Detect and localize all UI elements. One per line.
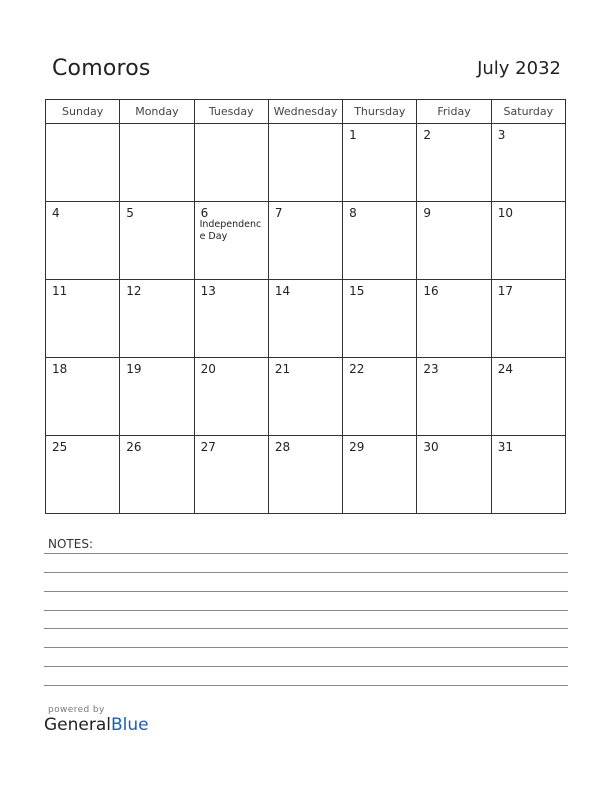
day-number: 9 <box>423 206 432 220</box>
day-number: 11 <box>52 284 68 298</box>
powered-by-text: powered by <box>48 705 105 715</box>
calendar-week-row <box>46 202 566 280</box>
calendar-day-cell <box>46 280 120 358</box>
calendar-day-cell <box>46 124 120 202</box>
brand-blue: Blue <box>111 715 149 735</box>
weekday-header: Wednesday <box>268 100 342 124</box>
calendar-day-cell <box>120 202 194 280</box>
weekday-header: Thursday <box>343 100 417 124</box>
note-line <box>44 610 568 611</box>
day-number: 12 <box>126 284 142 298</box>
day-number: 17 <box>497 284 513 298</box>
day-number: 22 <box>349 362 365 376</box>
calendar-day-cell <box>194 202 268 280</box>
day-number: 3 <box>497 128 506 142</box>
calendar-week-row <box>46 436 566 514</box>
calendar-day-cell <box>194 436 268 514</box>
note-line <box>44 628 568 629</box>
calendar-day-cell <box>417 280 491 358</box>
day-number: 16 <box>423 284 439 298</box>
calendar-day-cell <box>268 358 342 436</box>
country-title: Comoros <box>52 56 151 81</box>
calendar-day-cell <box>491 280 565 358</box>
note-line <box>44 591 568 592</box>
calendar-day-cell <box>268 280 342 358</box>
day-number: 2 <box>423 128 432 142</box>
weekday-header: Saturday <box>491 100 565 124</box>
calendar-day-cell <box>120 124 194 202</box>
calendar-day-cell <box>417 124 491 202</box>
day-number: 7 <box>274 206 283 220</box>
calendar-day-cell <box>120 436 194 514</box>
calendar-day-cell <box>268 124 342 202</box>
brand-general: General <box>44 715 111 735</box>
weekday-header: Monday <box>120 100 194 124</box>
calendar-day-cell <box>46 202 120 280</box>
calendar-day-cell <box>46 358 120 436</box>
calendar-day-cell <box>194 358 268 436</box>
calendar-week-row <box>46 280 566 358</box>
day-number: 6 <box>200 206 209 220</box>
calendar-day-cell <box>417 436 491 514</box>
day-number: 27 <box>200 440 216 454</box>
day-number: 8 <box>349 206 357 220</box>
day-number: 31 <box>497 440 513 454</box>
calendar-day-cell <box>343 124 417 202</box>
calendar-day-cell <box>46 436 120 514</box>
day-number: 23 <box>423 362 439 376</box>
note-line <box>44 572 568 573</box>
brand-name <box>44 715 149 735</box>
day-number: 13 <box>200 284 216 298</box>
weekday-header: Friday <box>417 100 491 124</box>
calendar-day-cell <box>194 124 268 202</box>
calendar-grid <box>45 99 566 514</box>
day-number: 14 <box>274 284 291 298</box>
calendar-day-cell <box>343 280 417 358</box>
holiday-label: Independence Day <box>199 219 262 242</box>
calendar-day-cell <box>268 436 342 514</box>
note-line <box>44 647 568 648</box>
calendar-day-cell <box>343 358 417 436</box>
day-number: 29 <box>349 440 365 454</box>
calendar-week-row <box>46 124 566 202</box>
day-number: 18 <box>52 362 68 376</box>
calendar-day-cell <box>417 202 491 280</box>
day-number: 28 <box>274 440 291 454</box>
calendar-day-cell <box>491 358 565 436</box>
note-line <box>44 553 568 554</box>
calendar-week-row <box>46 358 566 436</box>
weekday-header-row <box>46 100 566 124</box>
generalblue-logo <box>44 705 149 735</box>
calendar-day-cell <box>491 124 565 202</box>
note-line <box>44 666 568 667</box>
day-number: 24 <box>497 362 513 376</box>
calendar-day-cell <box>120 358 194 436</box>
weekday-header: Tuesday <box>194 100 268 124</box>
calendar-body <box>46 124 566 514</box>
day-number: 30 <box>423 440 439 454</box>
day-number: 10 <box>497 206 513 220</box>
day-number: 20 <box>200 362 216 376</box>
calendar-day-cell <box>268 202 342 280</box>
calendar-day-cell <box>120 280 194 358</box>
weekday-header: Sunday <box>46 100 120 124</box>
day-number: 4 <box>52 206 60 220</box>
calendar-day-cell <box>491 202 565 280</box>
day-number: 21 <box>274 362 291 376</box>
day-number: 19 <box>126 362 142 376</box>
calendar-day-cell <box>343 202 417 280</box>
day-number: 1 <box>349 128 357 142</box>
calendar-day-cell <box>491 436 565 514</box>
day-number: 26 <box>126 440 142 454</box>
calendar-day-cell <box>343 436 417 514</box>
note-line <box>44 685 568 686</box>
day-number: 5 <box>126 206 134 220</box>
calendar-day-cell <box>417 358 491 436</box>
notes-label: NOTES: <box>48 537 93 551</box>
day-number: 15 <box>349 284 365 298</box>
month-year-label: July 2032 <box>477 58 561 79</box>
day-number: 25 <box>52 440 68 454</box>
calendar-day-cell <box>194 280 268 358</box>
